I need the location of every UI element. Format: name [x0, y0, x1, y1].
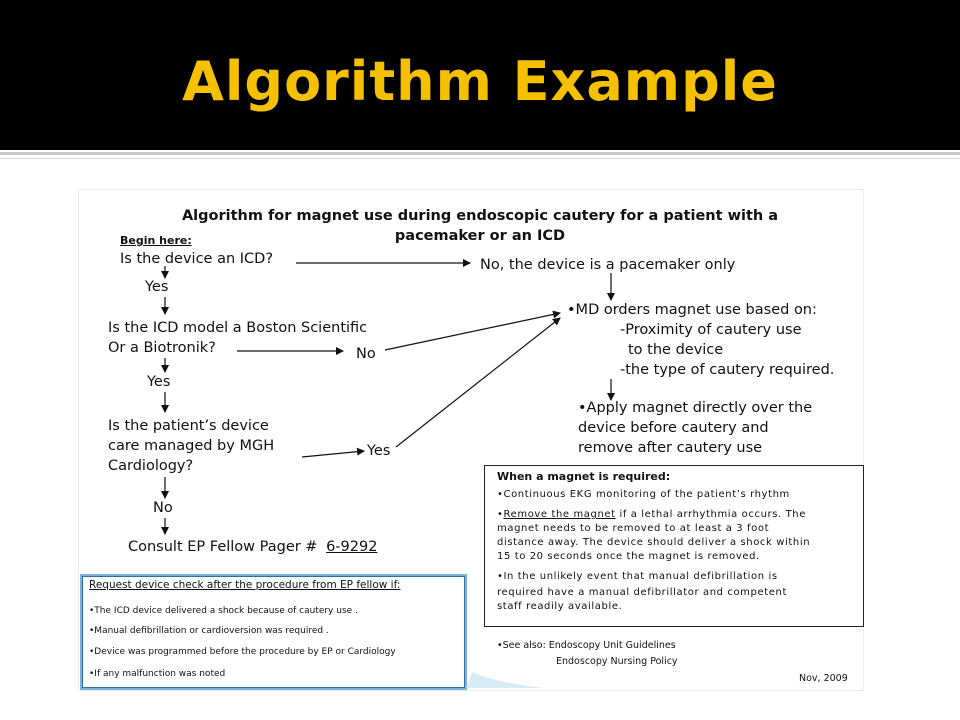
- see-also-line1: •See also: Endoscopy Unit Guidelines: [497, 640, 676, 651]
- yes-label-2: Yes: [147, 374, 171, 390]
- request-item-1: •The ICD device delivered a shock because of cautery use .: [89, 606, 358, 616]
- magnet-box-bullet2-line3: distance away. The device should deliver a shock within: [497, 537, 811, 548]
- consult-ep-fellow: Consult EP Fellow Pager # 6-9292: [128, 539, 378, 555]
- request-item-2: •Manual defibrillation or cardioversion was required .: [89, 626, 329, 636]
- apply-magnet-line1: •Apply magnet directly over the: [578, 400, 813, 416]
- title-divider: [0, 152, 960, 155]
- magnet-box-bullet3-line2: required have a manual defibrillator and competent: [497, 587, 787, 598]
- magnet-box-bullet2-line4: 15 to 20 seconds once the magnet is removed.: [497, 551, 760, 562]
- begin-here-label: Begin here:: [120, 234, 192, 247]
- question-mgh-line3: Cardiology?: [108, 458, 194, 474]
- question-model-line1: Is the ICD model a Boston Scientific: [108, 320, 368, 336]
- see-also-line2: Endoscopy Nursing Policy: [556, 656, 678, 667]
- no-label-2: No: [356, 346, 376, 362]
- document-heading-line1: Algorithm for magnet use during endoscopic cautery for a patient with a: [181, 208, 779, 224]
- magnet-box-bullet2-line2: magnet needs to be removed to at least a 3 foot: [497, 523, 770, 534]
- md-orders-line1: •MD orders magnet use based on:: [567, 302, 817, 318]
- yes-label-1: Yes: [145, 279, 169, 295]
- slide-title: Algorithm Example: [182, 50, 778, 113]
- question-is-icd: Is the device an ICD?: [120, 251, 274, 267]
- md-orders-line3: to the device: [628, 342, 724, 358]
- document-heading-line2: pacemaker or an ICD: [394, 228, 566, 244]
- apply-magnet-line3: remove after cautery use: [578, 440, 763, 456]
- question-model-line2: Or a Biotronik?: [108, 340, 216, 356]
- apply-magnet-line2: device before cautery and: [578, 420, 769, 436]
- document-date: Nov, 2009: [799, 673, 848, 684]
- request-box-title: Request device check after the procedure from EP fellow if:: [89, 579, 401, 591]
- answer-pacemaker-only: No, the device is a pacemaker only: [480, 257, 736, 273]
- yes-label-3: Yes: [367, 443, 391, 459]
- request-item-3: •Device was programmed before the procedure by EP or Cardiology: [89, 647, 396, 657]
- question-mgh-line1: Is the patient’s device: [108, 418, 269, 434]
- magnet-box-bullet3-line1: •In the unlikely event that manual defibrillation is: [497, 571, 778, 582]
- magnet-box-bullet2-line1: •Remove the magnet if a lethal arrhythmia occurs. The: [497, 509, 806, 520]
- magnet-box-bullet3-line3: staff readily available.: [497, 601, 623, 612]
- question-mgh-line2: care managed by MGH: [108, 438, 275, 454]
- no-label-3: No: [153, 500, 173, 516]
- request-item-4: •If any malfunction was noted: [89, 669, 226, 679]
- md-orders-line2: -Proximity of cautery use: [620, 322, 802, 338]
- pager-number: 6-9292: [326, 539, 378, 555]
- title-divider-thin: [0, 158, 960, 159]
- md-orders-line4: -the type of cautery required.: [620, 362, 835, 378]
- magnet-box-title: When a magnet is required:: [497, 470, 671, 483]
- magnet-box-bullet1: •Continuous EKG monitoring of the patient’s rhythm: [497, 489, 790, 500]
